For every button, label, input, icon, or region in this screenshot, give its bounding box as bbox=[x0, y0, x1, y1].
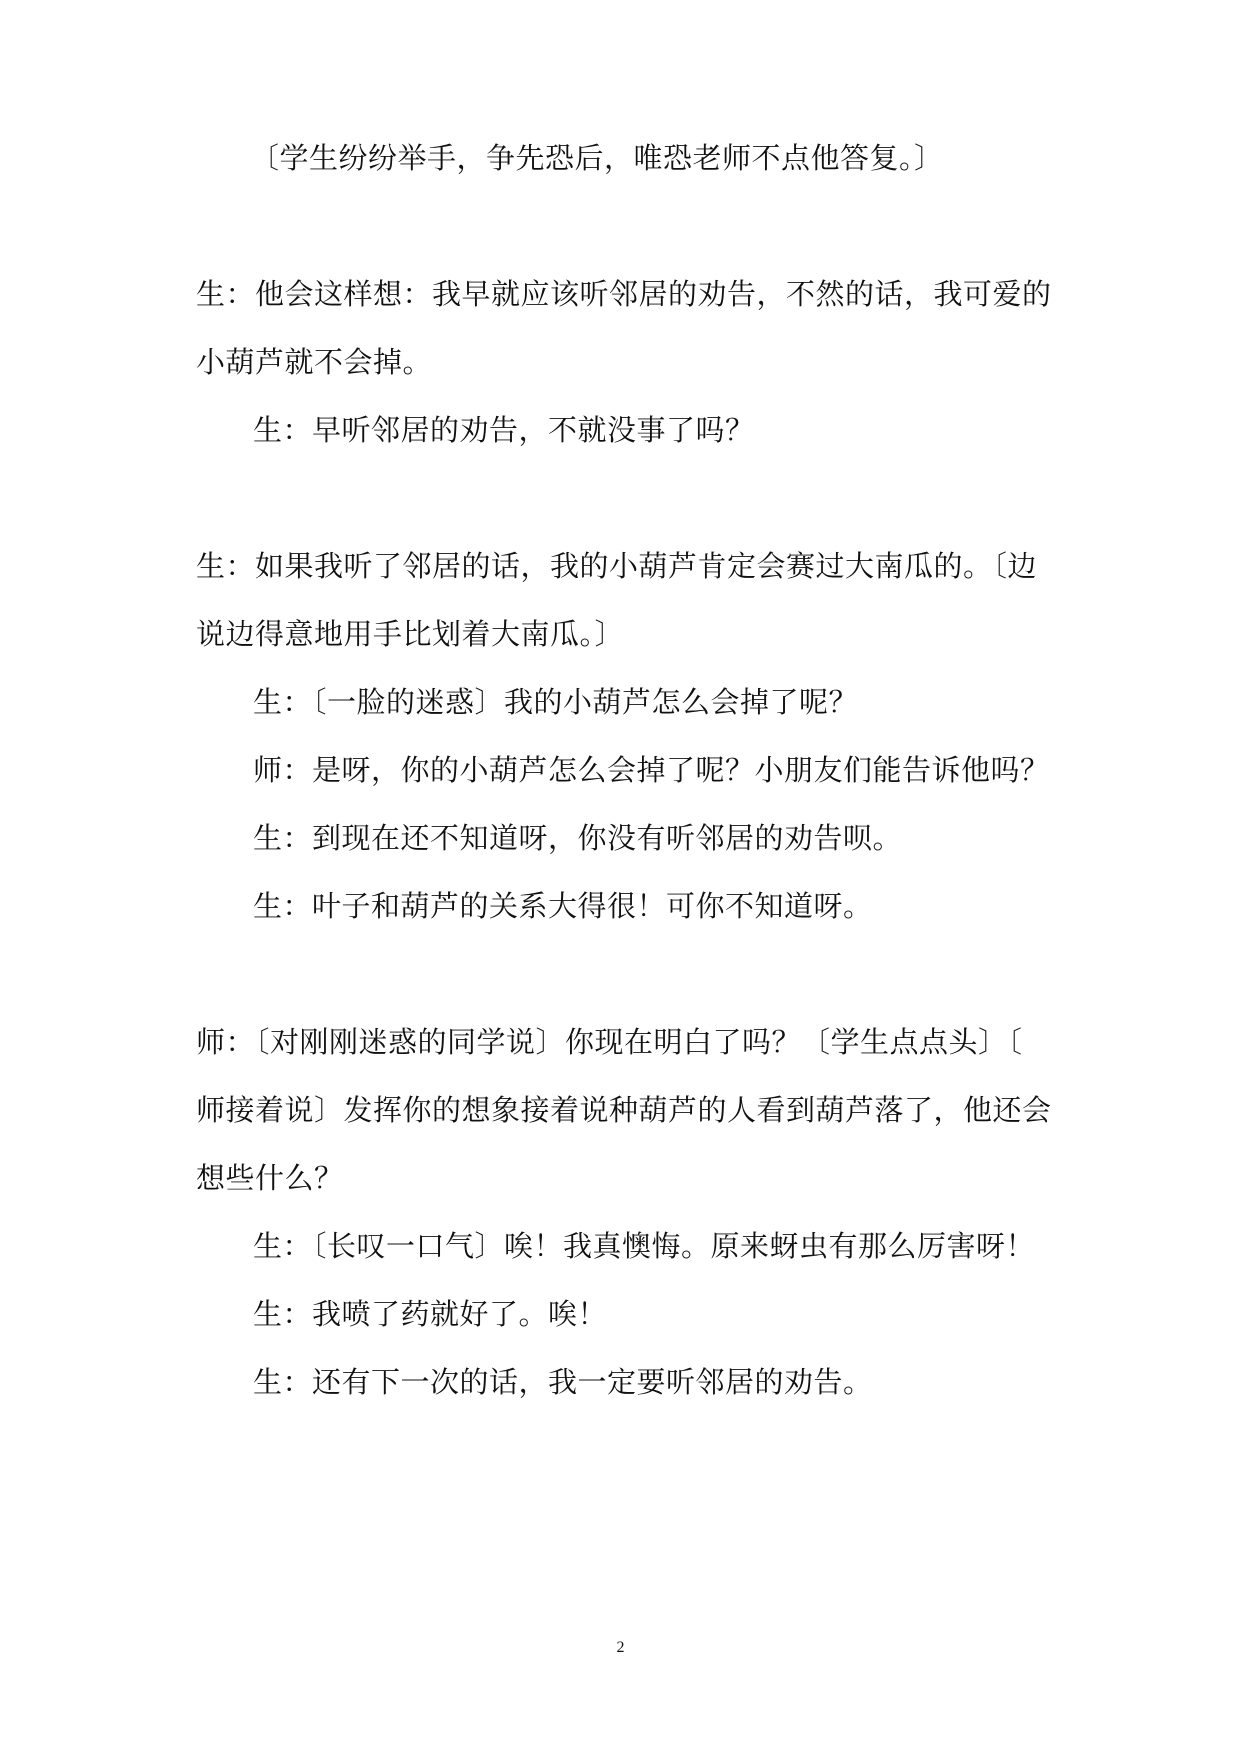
paragraph-line: 说边得意地用手比划着大南瓜。〕 bbox=[196, 617, 625, 651]
paragraph-line: 生：〔一脸的迷惑〕我的小葫芦怎么会掉了呢？ bbox=[253, 685, 859, 719]
paragraph-line: 师：〔对刚刚迷惑的同学说〕你现在明白了吗？〔学生点点头〕〔 bbox=[196, 1025, 1023, 1059]
paragraph-line: 小葫芦就不会掉。 bbox=[196, 345, 433, 379]
paragraph-line: 生：早听邻居的劝告，不就没事了吗？ bbox=[253, 413, 755, 447]
paragraph-line: 生：如果我听了邻居的话，我的小葫芦肯定会赛过大南瓜的。〔边 bbox=[196, 549, 1038, 583]
paragraph-line: 〔学生纷纷举手，争先恐后，唯恐老师不点他答复。〕 bbox=[250, 141, 944, 175]
page-number: 2 bbox=[616, 1639, 625, 1656]
paragraph-line: 生：我喷了药就好了。唉！ bbox=[253, 1297, 608, 1331]
paragraph-line: 生：〔长叹一口气〕唉！我真懊悔。原来蚜虫有那么厉害呀！ bbox=[253, 1229, 1036, 1263]
paragraph-line: 生：他会这样想：我早就应该听邻居的劝告，不然的话，我可爱的 bbox=[196, 277, 1052, 311]
paragraph-line: 师：是呀，你的小葫芦怎么会掉了呢？小朋友们能告诉他吗？ bbox=[253, 753, 1050, 787]
paragraph-line: 生：到现在还不知道呀，你没有听邻居的劝告呗。 bbox=[253, 821, 903, 855]
paragraph-line: 生：叶子和葫芦的关系大得很！可你不知道呀。 bbox=[253, 889, 873, 923]
paragraph-line: 师接着说〕发挥你的想象接着说种葫芦的人看到葫芦落了，他还会 bbox=[196, 1093, 1052, 1127]
paragraph-line: 想些什么？ bbox=[196, 1161, 344, 1195]
paragraph-line: 生：还有下一次的话，我一定要听邻居的劝告。 bbox=[253, 1365, 873, 1399]
